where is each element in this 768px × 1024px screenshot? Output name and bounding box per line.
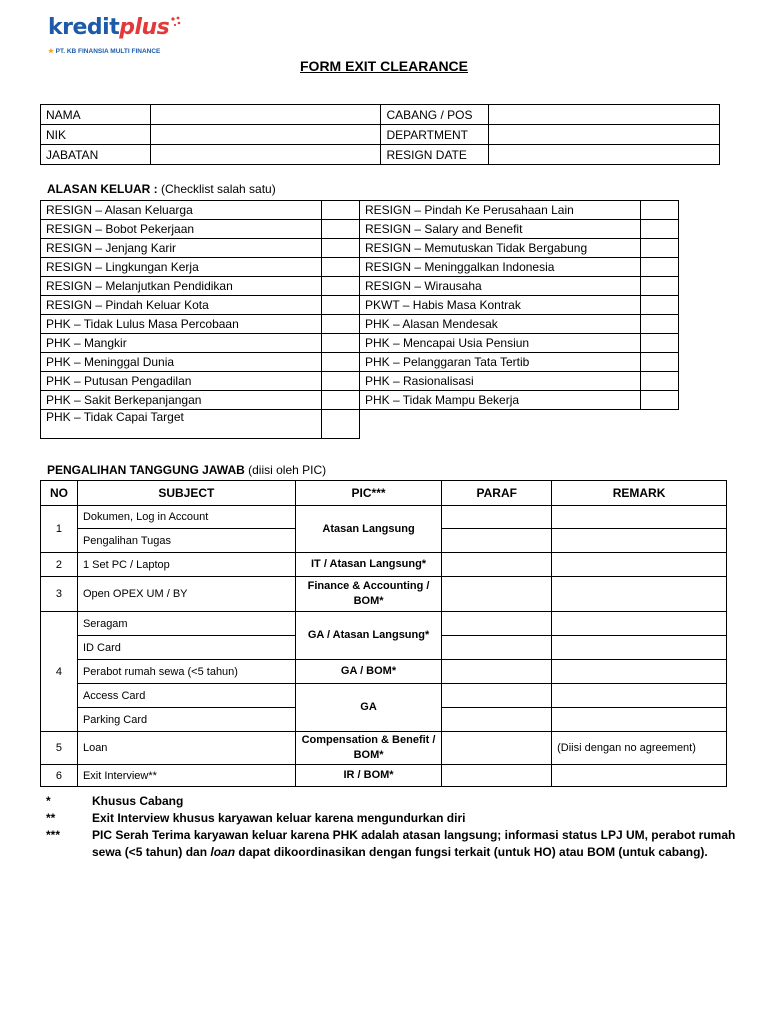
col-header-paraf: PARAF [442,481,552,506]
reason-checkbox[interactable] [322,296,360,315]
reason-label: PHK – Alasan Mendesak [360,315,641,334]
footnote: *** PIC Serah Terima karyawan keluar karena PHK adalah atasan langsung; informasi status LPJ UM, perabot rumah sewa (<5 tahun) dan loan dapat dikoordinasikan dengan fungsi terkait (untuk HO) atau BOM (untuk cabang). [46,828,736,859]
paraf-cell[interactable] [442,732,552,765]
reason-label: RESIGN – Pindah Ke Perusahaan Lain [360,201,641,220]
list-item [41,201,360,220]
list-item [360,220,679,239]
row-number: 3 [41,577,78,612]
reason-checkbox[interactable] [641,296,679,315]
reason-checkbox[interactable] [641,277,679,296]
subject-cell: ID Card [77,636,295,660]
info-label: DEPARTMENT [381,125,489,145]
reason-checkbox[interactable] [641,334,679,353]
paraf-cell[interactable] [442,612,552,636]
list-item [360,201,679,220]
reason-label: PHK – Mangkir [41,334,322,353]
footnotes [46,793,736,861]
list-item [360,315,679,334]
list-item [41,277,360,296]
subject-cell: Dokumen, Log in Account [77,506,295,529]
cabang-pos-field[interactable] [489,105,720,125]
reason-checkbox[interactable] [641,372,679,391]
remark-cell[interactable] [552,684,727,708]
reason-label: RESIGN – Memutuskan Tidak Bergabung [360,239,641,258]
info-label: JABATAN [41,145,151,165]
subject-cell: Exit Interview** [77,765,295,787]
nik-field[interactable] [150,125,381,145]
remark-cell[interactable] [552,506,727,529]
info-label: RESIGN DATE [381,145,489,165]
info-label: CABANG / POS [381,105,489,125]
pic-cell: GA / Atasan Langsung* [295,612,442,660]
reason-label: PHK – Putusan Pengadilan [41,372,322,391]
reason-checkbox[interactable] [322,277,360,296]
logo-star-icon: ★ [48,48,56,55]
pic-cell: Compensation & Benefit / BOM* [295,732,442,765]
reason-checkbox[interactable] [322,258,360,277]
list-item [41,296,360,315]
subject-cell: Seragam [77,612,295,636]
pic-cell: Atasan Langsung [295,506,442,553]
list-item [41,220,360,239]
list-item [360,353,679,372]
list-item [41,334,360,353]
list-item [41,391,360,410]
table-row [41,732,727,765]
reason-label: RESIGN – Jenjang Karir [41,239,322,258]
reason-label: RESIGN – Wirausaha [360,277,641,296]
reason-checkbox[interactable] [641,353,679,372]
reason-checkbox[interactable] [322,201,360,220]
row-number: 6 [41,765,78,787]
row-number: 4 [41,612,78,732]
table-row [41,506,727,529]
reason-label: RESIGN – Alasan Keluarga [41,201,322,220]
resign-date-field[interactable] [489,145,720,165]
list-item [41,239,360,258]
reason-label: PHK – Rasionalisasi [360,372,641,391]
remark-cell[interactable]: (Diisi dengan no agreement) [552,732,727,765]
subject-cell: Access Card [77,684,295,708]
subject-cell: Loan [77,732,295,765]
subject-cell: 1 Set PC / Laptop [77,553,295,577]
employee-info-table [40,104,720,165]
alasan-left-table [40,200,360,439]
list-item [41,372,360,391]
list-item [360,372,679,391]
reason-label: RESIGN – Melanjutkan Pendidikan [41,277,322,296]
reason-label: RESIGN – Salary and Benefit [360,220,641,239]
reason-checkbox[interactable] [322,410,360,439]
reason-checkbox[interactable] [322,239,360,258]
reason-label: PHK – Tidak Capai Target [41,410,322,439]
remark-cell[interactable] [552,612,727,636]
table-row [41,612,727,636]
alasan-section-label: ALASAN KELUAR : (Checklist salah satu) [47,182,276,196]
company-name: PT. KB FINANSIA MULTI FINANCE [55,48,161,55]
list-item [360,277,679,296]
pengalihan-table [40,480,727,787]
company-logo [48,14,218,62]
paraf-cell[interactable] [442,684,552,708]
logo-dots-icon [170,16,182,28]
reason-checkbox[interactable] [641,201,679,220]
reason-checkbox[interactable] [641,220,679,239]
table-header-row [41,481,727,506]
subject-cell: Perabot rumah sewa (<5 tahun) [77,660,295,684]
page-title: FORM EXIT CLEARANCE [300,58,468,74]
reason-checkbox[interactable] [322,220,360,239]
info-row [41,125,720,145]
remark-cell[interactable] [552,636,727,660]
list-item [41,353,360,372]
pic-cell: IR / BOM* [295,765,442,787]
remark-cell[interactable] [552,553,727,577]
reason-checkbox[interactable] [322,372,360,391]
reason-checkbox[interactable] [641,315,679,334]
table-row [41,577,727,612]
footnote: * Khusus Cabang [46,794,184,808]
pic-cell: GA / BOM* [295,660,442,684]
pic-cell: IT / Atasan Langsung* [295,553,442,577]
list-item [41,258,360,277]
paraf-cell[interactable] [442,765,552,787]
row-number: 5 [41,732,78,765]
list-item [360,296,679,315]
reason-label: PHK – Meninggal Dunia [41,353,322,372]
reason-checkbox[interactable] [322,353,360,372]
reason-checkbox[interactable] [641,239,679,258]
list-item [41,410,360,439]
list-item [360,334,679,353]
pengalihan-section-label: PENGALIHAN TANGGUNG JAWAB (diisi oleh PIC) [47,463,327,477]
paraf-cell[interactable] [442,660,552,684]
pic-cell: Finance & Accounting / BOM* [295,577,442,612]
jabatan-field[interactable] [150,145,381,165]
paraf-cell[interactable] [442,529,552,553]
info-label: NAMA [41,105,151,125]
reason-label: PHK – Mencapai Usia Pensiun [360,334,641,353]
subject-cell: Pengalihan Tugas [77,529,295,553]
paraf-cell[interactable] [442,708,552,732]
col-header-subject: SUBJECT [77,481,295,506]
reason-label: PKWT – Habis Masa Kontrak [360,296,641,315]
paraf-cell[interactable] [442,553,552,577]
subject-cell: Open OPEX UM / BY [77,577,295,612]
row-number: 2 [41,553,78,577]
col-header-no: NO [41,481,78,506]
remark-cell[interactable] [552,660,727,684]
table-row [41,765,727,787]
col-header-remark: REMARK [552,481,727,506]
alasan-right-table [359,200,679,410]
info-label: NIK [41,125,151,145]
reason-checkbox[interactable] [641,258,679,277]
col-header-pic: PIC*** [295,481,442,506]
remark-cell[interactable] [552,529,727,553]
paraf-cell[interactable] [442,636,552,660]
reason-checkbox[interactable] [322,391,360,410]
list-item [41,315,360,334]
table-row [41,684,727,708]
paraf-cell[interactable] [442,577,552,612]
reason-label: RESIGN – Pindah Keluar Kota [41,296,322,315]
department-field[interactable] [489,125,720,145]
table-row [41,660,727,684]
remark-cell[interactable] [552,765,727,787]
logo-wordmark: kreditplus [48,15,170,40]
info-row [41,105,720,125]
reason-label: RESIGN – Bobot Pekerjaan [41,220,322,239]
subject-cell: Parking Card [77,708,295,732]
footnote: ** Exit Interview khusus karyawan keluar karena mengundurkan diri [46,811,466,825]
reason-checkbox[interactable] [322,334,360,353]
reason-label: RESIGN – Meninggalkan Indonesia [360,258,641,277]
reason-label: PHK – Pelanggaran Tata Tertib [360,353,641,372]
reason-label: PHK – Tidak Lulus Masa Percobaan [41,315,322,334]
reason-checkbox[interactable] [641,391,679,410]
row-number: 1 [41,506,78,553]
reason-label: RESIGN – Lingkungan Kerja [41,258,322,277]
reason-label: PHK – Tidak Mampu Bekerja [360,391,641,410]
remark-cell[interactable] [552,577,727,612]
info-row [41,145,720,165]
table-row [41,553,727,577]
nama-field[interactable] [150,105,381,125]
reason-label: PHK – Sakit Berkepanjangan [41,391,322,410]
list-item [360,258,679,277]
remark-cell[interactable] [552,708,727,732]
reason-checkbox[interactable] [322,315,360,334]
list-item [360,391,679,410]
paraf-cell[interactable] [442,506,552,529]
list-item [360,239,679,258]
pic-cell: GA [295,684,442,732]
